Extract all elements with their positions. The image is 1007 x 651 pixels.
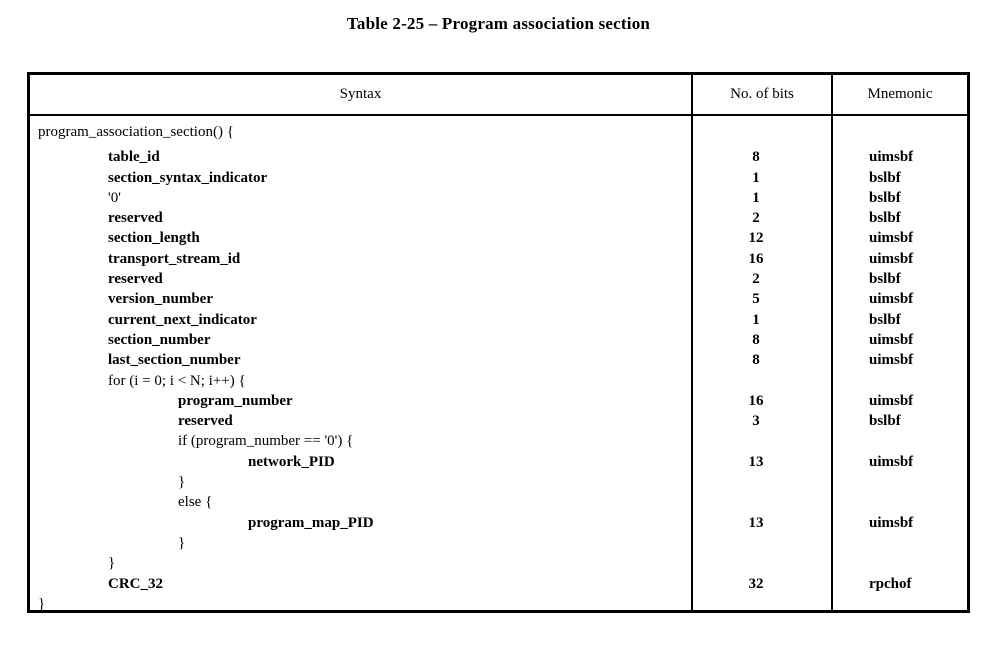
mnemonic-value: uimsbf: [869, 331, 914, 348]
column-header-mnemonic: Mnemonic: [867, 86, 933, 102]
syntax-line: transport_stream_id: [108, 250, 241, 267]
column-header-syntax: Syntax: [30, 75, 693, 114]
program-association-section-table: [27, 72, 970, 613]
bits-value: 3: [752, 413, 760, 430]
mnemonic-value: uimsbf: [869, 291, 914, 308]
syntax-line: else {: [178, 494, 213, 511]
mnemonic-value: uimsbf: [869, 230, 914, 247]
syntax-line: version_number: [108, 291, 213, 308]
syntax-line: for (i = 0; i < N; i++) {: [108, 372, 246, 389]
mnemonic-value: [869, 122, 967, 142]
bits-value: [693, 594, 819, 610]
mnemonic-value: bslbf: [869, 271, 901, 288]
syntax-line: section_length: [108, 230, 200, 247]
mnemonic-value: bslbf: [869, 189, 901, 206]
bits-value: 8: [752, 331, 760, 348]
bits-value: 13: [748, 453, 764, 470]
bits-value: 5: [752, 291, 760, 308]
mnemonic-value: uimsbf: [869, 392, 914, 409]
syntax-line: }: [38, 595, 46, 610]
bits-value: 8: [752, 149, 760, 166]
bits-value: [693, 371, 819, 391]
mnemonic-value: uimsbf: [869, 149, 914, 166]
syntax-line: reserved: [108, 210, 163, 227]
syntax-line: program_association_section() {: [38, 124, 234, 140]
mnemonic-value: [869, 533, 967, 553]
syntax-line: if (program_number == '0') {: [178, 433, 354, 450]
mnemonic-value: [869, 472, 967, 492]
mnemonic-value: [869, 594, 967, 610]
mnemonic-column: [833, 116, 967, 610]
bits-value: [693, 431, 819, 451]
mnemonic-value: uimsbf: [869, 514, 914, 531]
mnemonic-value: bslbf: [869, 311, 901, 328]
mnemonic-value: rpchof: [869, 575, 912, 592]
bits-value: [693, 492, 819, 512]
syntax-line: last_section_number: [108, 352, 241, 369]
syntax-line: table_id: [108, 149, 160, 166]
bits-value: 1: [752, 169, 760, 186]
syntax-line: reserved: [178, 413, 233, 430]
syntax-line: current_next_indicator: [108, 311, 257, 328]
mnemonic-value: [869, 553, 967, 573]
table-caption: Table 2-25 – Program association section: [346, 14, 651, 33]
syntax-line: }: [178, 534, 186, 551]
bits-value: 8: [752, 352, 760, 369]
mnemonic-value: bslbf: [869, 413, 901, 430]
mnemonic-value: bslbf: [869, 210, 901, 227]
syntax-line: }: [178, 474, 186, 491]
bits-value: 12: [748, 230, 764, 247]
syntax-line: reserved: [108, 271, 163, 288]
syntax-line: section_syntax_indicator: [108, 169, 268, 186]
syntax-column: [30, 116, 693, 610]
bits-value: 16: [748, 250, 764, 267]
bits-value: 16: [748, 392, 764, 409]
syntax-line: section_number: [108, 331, 211, 348]
no-of-bits-column: [693, 116, 833, 610]
syntax-line: CRC_32: [108, 575, 163, 592]
syntax-line: program_number: [178, 392, 293, 409]
column-header-no-of-bits: No. of bits: [693, 75, 833, 114]
bits-value: [693, 122, 819, 142]
bits-value: 1: [752, 311, 760, 328]
bits-value: 2: [752, 271, 760, 288]
mnemonic-value: uimsbf: [869, 250, 914, 267]
bits-value: 2: [752, 210, 760, 227]
mnemonic-value: [869, 431, 967, 451]
mnemonic-value: [869, 492, 967, 512]
bits-value: 1: [752, 189, 760, 206]
bits-value: 32: [748, 575, 764, 592]
bits-value: [693, 472, 819, 492]
mnemonic-value: uimsbf: [869, 453, 914, 470]
mnemonic-value: uimsbf: [869, 352, 914, 369]
syntax-line: program_map_PID: [248, 514, 374, 531]
bits-value: [693, 553, 819, 573]
syntax-line: '0': [108, 189, 121, 206]
syntax-line: network_PID: [248, 453, 335, 470]
table-header-row: [30, 75, 967, 116]
bits-value: [693, 533, 819, 553]
syntax-line: }: [108, 555, 116, 572]
table-body: [30, 116, 967, 610]
mnemonic-value: [869, 371, 967, 391]
bits-value: 13: [748, 514, 764, 531]
mnemonic-value: bslbf: [869, 169, 901, 186]
